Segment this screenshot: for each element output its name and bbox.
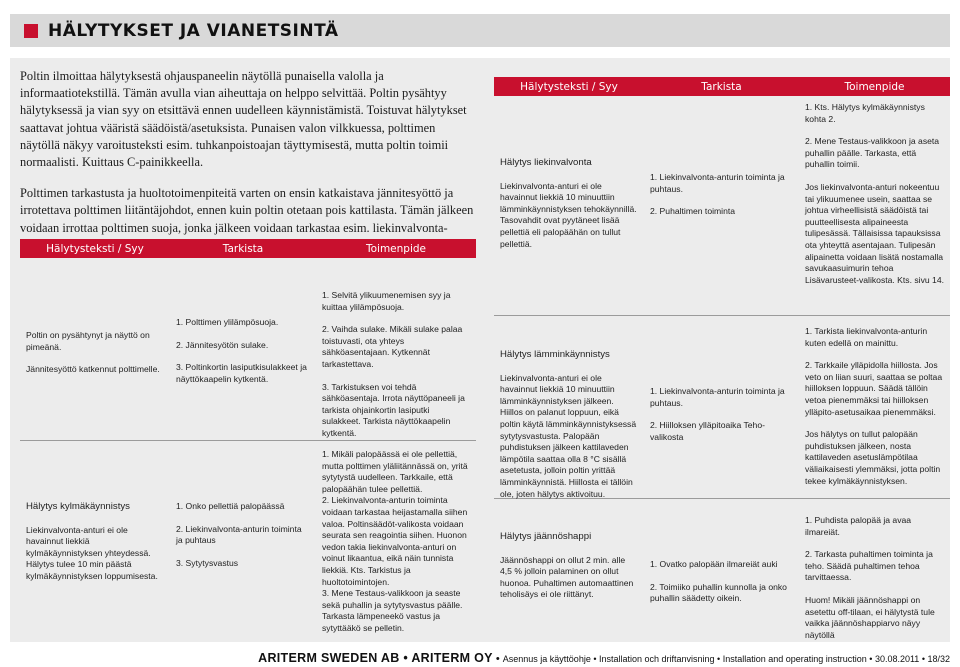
right-alarm-table xyxy=(494,77,950,659)
check-text: 3. Sytytysvastus xyxy=(176,557,239,568)
alarm-cell xyxy=(20,441,170,642)
table-header xyxy=(494,77,950,96)
section-title: HÄLYTYKSET JA VIANETSINTÄ xyxy=(48,20,339,41)
intro-paragraph-1: Poltin ilmoittaa hälytyksestä ohjauspaneelin näytöllä punaisella valolla ja informaatiotekstillä. Tämän avulla vian aiheuttaja on helppo selvittää. Poltin pysähtyy hälytyksessä ja vian syy on etsittävä ennen uudelleen käynnistämistä. Toistuvat hälytykset saattavat johtua vääristä säädöistä/asetuksista. Punaisen valon vilkkuessa, polttimen näytöllä näkyy varoitusteksti esim. tuhkanpoistoajan täyttymisestä, mutta poltin toimii normaalisti. Kuittaus C-painikkeella. xyxy=(20,69,467,170)
column-header-check: Tarkista xyxy=(701,80,742,93)
check-cell xyxy=(644,316,799,498)
check-text: 1. Ovatko palopään ilmareiät auki xyxy=(650,559,778,569)
action-text: 1. Mikäli palopäässä ei ole pellettiä, mutta polttimen yläliitännässä on, yritä sytytystä uudelleen. Tarkkaile, että palopäähän tulee pellettiä. 2. Liekinvalvonta-anturin toiminta voidaan tarkastaa heijastamalla siihen valoa. Poltinsäädöt-valikosta voidaan seurata sen reagointia siihen. Huonon vedon takia liekinvalvonta-anturi on voinut likaantua, eikä näin tunnista liekkiä. Kts. Tarkistus ja huoltotoimintojen. 3. Mene Testaus-valikkoon ja seaste sekä puhallin ja sytytysvastus päälle. Tarkasta lämpeneekö vastus ja sytyttääkö se pelletin. xyxy=(322,449,468,633)
alarm-text: Liekinvalvonta-anturi ei ole havainnut liekkiä 10 minuuttiin lämminkäynnistyksen tehokäynnillä. Tasovahdit ovat pyytäneet lisää pellettiä eli palopäähän on tullut pellettiä. xyxy=(500,180,637,249)
check-text: 2. Toimiiko puhallin kunnolla ja onko puhallin säädetty oikein. xyxy=(650,581,787,604)
table-header xyxy=(20,239,476,258)
action-cell xyxy=(316,441,476,642)
column-header-alarm: Hälytysteksti / Syy xyxy=(520,80,618,93)
action-text: 2. Tarkkaile ylläpidolla hiillosta. Jos veto on liian suuri, saattaa se poltaa hiilloksen loppuun. Säädä tällöin vetoa pienemmäksi tai hiilloksen ylläpito-asetusaikaa pienemmäksi. xyxy=(805,360,943,417)
check-cell xyxy=(644,96,799,315)
column-header-action: Toimenpide xyxy=(365,242,427,255)
action-text: 2. Vaihda sulake. Mikäli sulake palaa toistuvasti, ota yhteys sähköasentajaan. Kytkennät tarkastettava. xyxy=(322,324,463,369)
action-text: Jos hälytys on tullut palopään puhdistuksen jälkeen, nosta kattilaveden asetuslämpötilaa väliaikaisesti ylemmäksi, jotta poltin tekee kylmäkäynnistyksen. xyxy=(805,429,941,486)
action-text: 3. Tarkistuksen voi tehdä sähköasentaja. Irrota näyttöpaneeli ja tarkista ohjainkortin lasiputki sulakkeet. Tarkista näyttökaapelin kytkentä. xyxy=(322,381,465,438)
alarm-text: Liekinvalvonta-anturi ei ole havainnut liekkiä 10 minuuttiin lämminkäynnistyksen jälkeen. Hiillos on palanut loppuun, eikä poltin käytä lämminkäynnistyksessä sytytysvastusta. Palopään puhdistuksen jälkeen kattilaveden lämpötila saattaa olla 8 °C sisällä asetetusta, jolloin poltin yrittää lämminkäynnistä. Hiillosta ei tällöin ole, joten hälytys aktivoituu. xyxy=(500,372,637,499)
column-header-alarm: Hälytysteksti / Syy xyxy=(46,242,144,255)
intro-paragraph-2: Polttimen tarkastusta ja huoltotoimenpiteitä varten on ensin katkaistava jännitesyöttö ja irrotettava polttimen liitäntäjohdot, ennen kuin poltin otetaan pois kattilasta. Tämän jälkeen voidaan irrottaa polttimen suoja, jonka jälkeen voidaan tarkastaa esim. liekinvalvonta- xyxy=(20,186,474,235)
action-text: 2. Tarkasta puhaltimen toiminta ja teho. Säädä puhaltimen tehoa tarvittaessa. xyxy=(805,549,933,583)
red-square-icon xyxy=(24,24,38,38)
alarm-cell xyxy=(494,499,644,659)
check-text: 3. Poltinkortin lasiputkisulakkeet ja näyttökaapelin kytkentä. xyxy=(176,362,307,384)
check-cell xyxy=(644,499,799,659)
footer-text xyxy=(258,651,950,665)
page-footer xyxy=(0,649,960,667)
alarm-text: Jännitesyöttö katkennut polttimelle. xyxy=(26,364,160,375)
check-text: 2. Jännitesyötön sulake. xyxy=(176,339,269,350)
action-text: 1. Tarkista liekinvalvonta-anturin kuten edellä on mainittu. xyxy=(805,326,928,348)
left-alarm-table xyxy=(20,239,476,642)
alarm-cell xyxy=(494,316,644,498)
check-text: 1. Liekinvalvonta-anturin toiminta ja puhtaus. xyxy=(650,172,785,194)
action-text: 1. Kts. Hälytys kylmäkäynnistys kohta 2. xyxy=(805,102,925,124)
action-cell xyxy=(799,96,950,315)
alarm-cell xyxy=(494,96,644,315)
table-row xyxy=(494,499,950,659)
column-header-action: Toimenpide xyxy=(844,80,905,93)
alarm-text: Liekinvalvonta-anturi ei ole havainnut liekkiä kylmäkäynnistyksen yhteydessä. Hälytys tulee 10 min päästä kylmäkäynnistyksen loppumisesta. xyxy=(26,524,158,581)
check-text: 2. Liekinvalvonta-anturin toiminta ja puhtaus xyxy=(176,523,302,546)
action-cell xyxy=(799,499,950,659)
alarm-text: Poltin on pysähtynyt ja näyttö on pimeänä. xyxy=(26,330,150,352)
table-row xyxy=(20,441,476,642)
footer-separator: • xyxy=(492,653,503,665)
section-header xyxy=(10,14,950,47)
action-text: 1. Selvitä ylikuumenemisen syy ja kuittaa ylilämpösuoja. xyxy=(322,290,451,312)
check-cell xyxy=(170,258,316,440)
alarm-title: Hälytys jäännöshappi xyxy=(500,531,592,542)
check-text: 2. Puhaltimen toiminta xyxy=(650,206,736,217)
alarm-text: Jäännöshappi on ollut 2 min. alle 4,5 % jolloin palaminen on ollut huonoa. Puhaltimen automaattinen teholisäys ei ole riittänyt. xyxy=(500,554,634,600)
table-row xyxy=(20,258,476,441)
page-number: 18/32 xyxy=(927,654,950,664)
alarm-title: Hälytys kylmäkäynnistys xyxy=(26,501,130,512)
check-text: 2. Hiilloksen ylläpitoaika Teho-valikosta xyxy=(650,420,765,442)
alarm-title: Hälytys liekinvalvonta xyxy=(500,157,592,168)
action-text: Jos liekinvalvonta-anturi nokeentuu tai ylikuumenee usein, saattaa se johtua virheellisistä säädöistä tai puutteellisesta alipaineesta tulipesässä. Tällaisissa tapauksissa ota yhteyttä asentajaan. Tulipesän alipainetta voidaan lisätä nostamalla savukaasuimurin tehoa Lisävarusteet-valikosta. Kts. sivu 14. xyxy=(805,181,944,285)
table-row xyxy=(494,96,950,316)
action-cell xyxy=(316,258,476,440)
action-text: 2. Mene Testaus-valikkoon ja aseta puhallin päälle. Tarkasta, että puhallin toimii. xyxy=(805,136,940,170)
check-cell xyxy=(170,441,316,642)
alarm-cell xyxy=(20,258,170,440)
intro-text xyxy=(20,68,476,254)
action-text: Huom! Mikäli jäännöshappi on asetettu off-tilaan, ei hälytystä tule vaikka jäännöshappiarvo näyy näytöllä xyxy=(805,594,935,640)
footer-brand: ARITERM SWEDEN AB • ARITERM OY xyxy=(258,651,493,665)
action-cell xyxy=(799,316,950,498)
footer-description: Asennus ja käyttöohje • Installation och driftanvisning • Installation and operating instruction • 30.08.2011 • xyxy=(502,654,928,664)
action-text: 1. Puhdista palopää ja avaa ilmareiät. xyxy=(805,515,912,537)
check-text: 1. Onko pellettiä palopäässä xyxy=(176,501,285,511)
check-text: 1. Liekinvalvonta-anturin toiminta ja puhtaus. xyxy=(650,386,785,408)
check-text: 1. Polttimen ylilämpösuoja. xyxy=(176,317,279,327)
alarm-title: Hälytys lämminkäynnistys xyxy=(500,349,610,360)
column-header-check: Tarkista xyxy=(222,242,264,255)
table-row xyxy=(494,316,950,499)
